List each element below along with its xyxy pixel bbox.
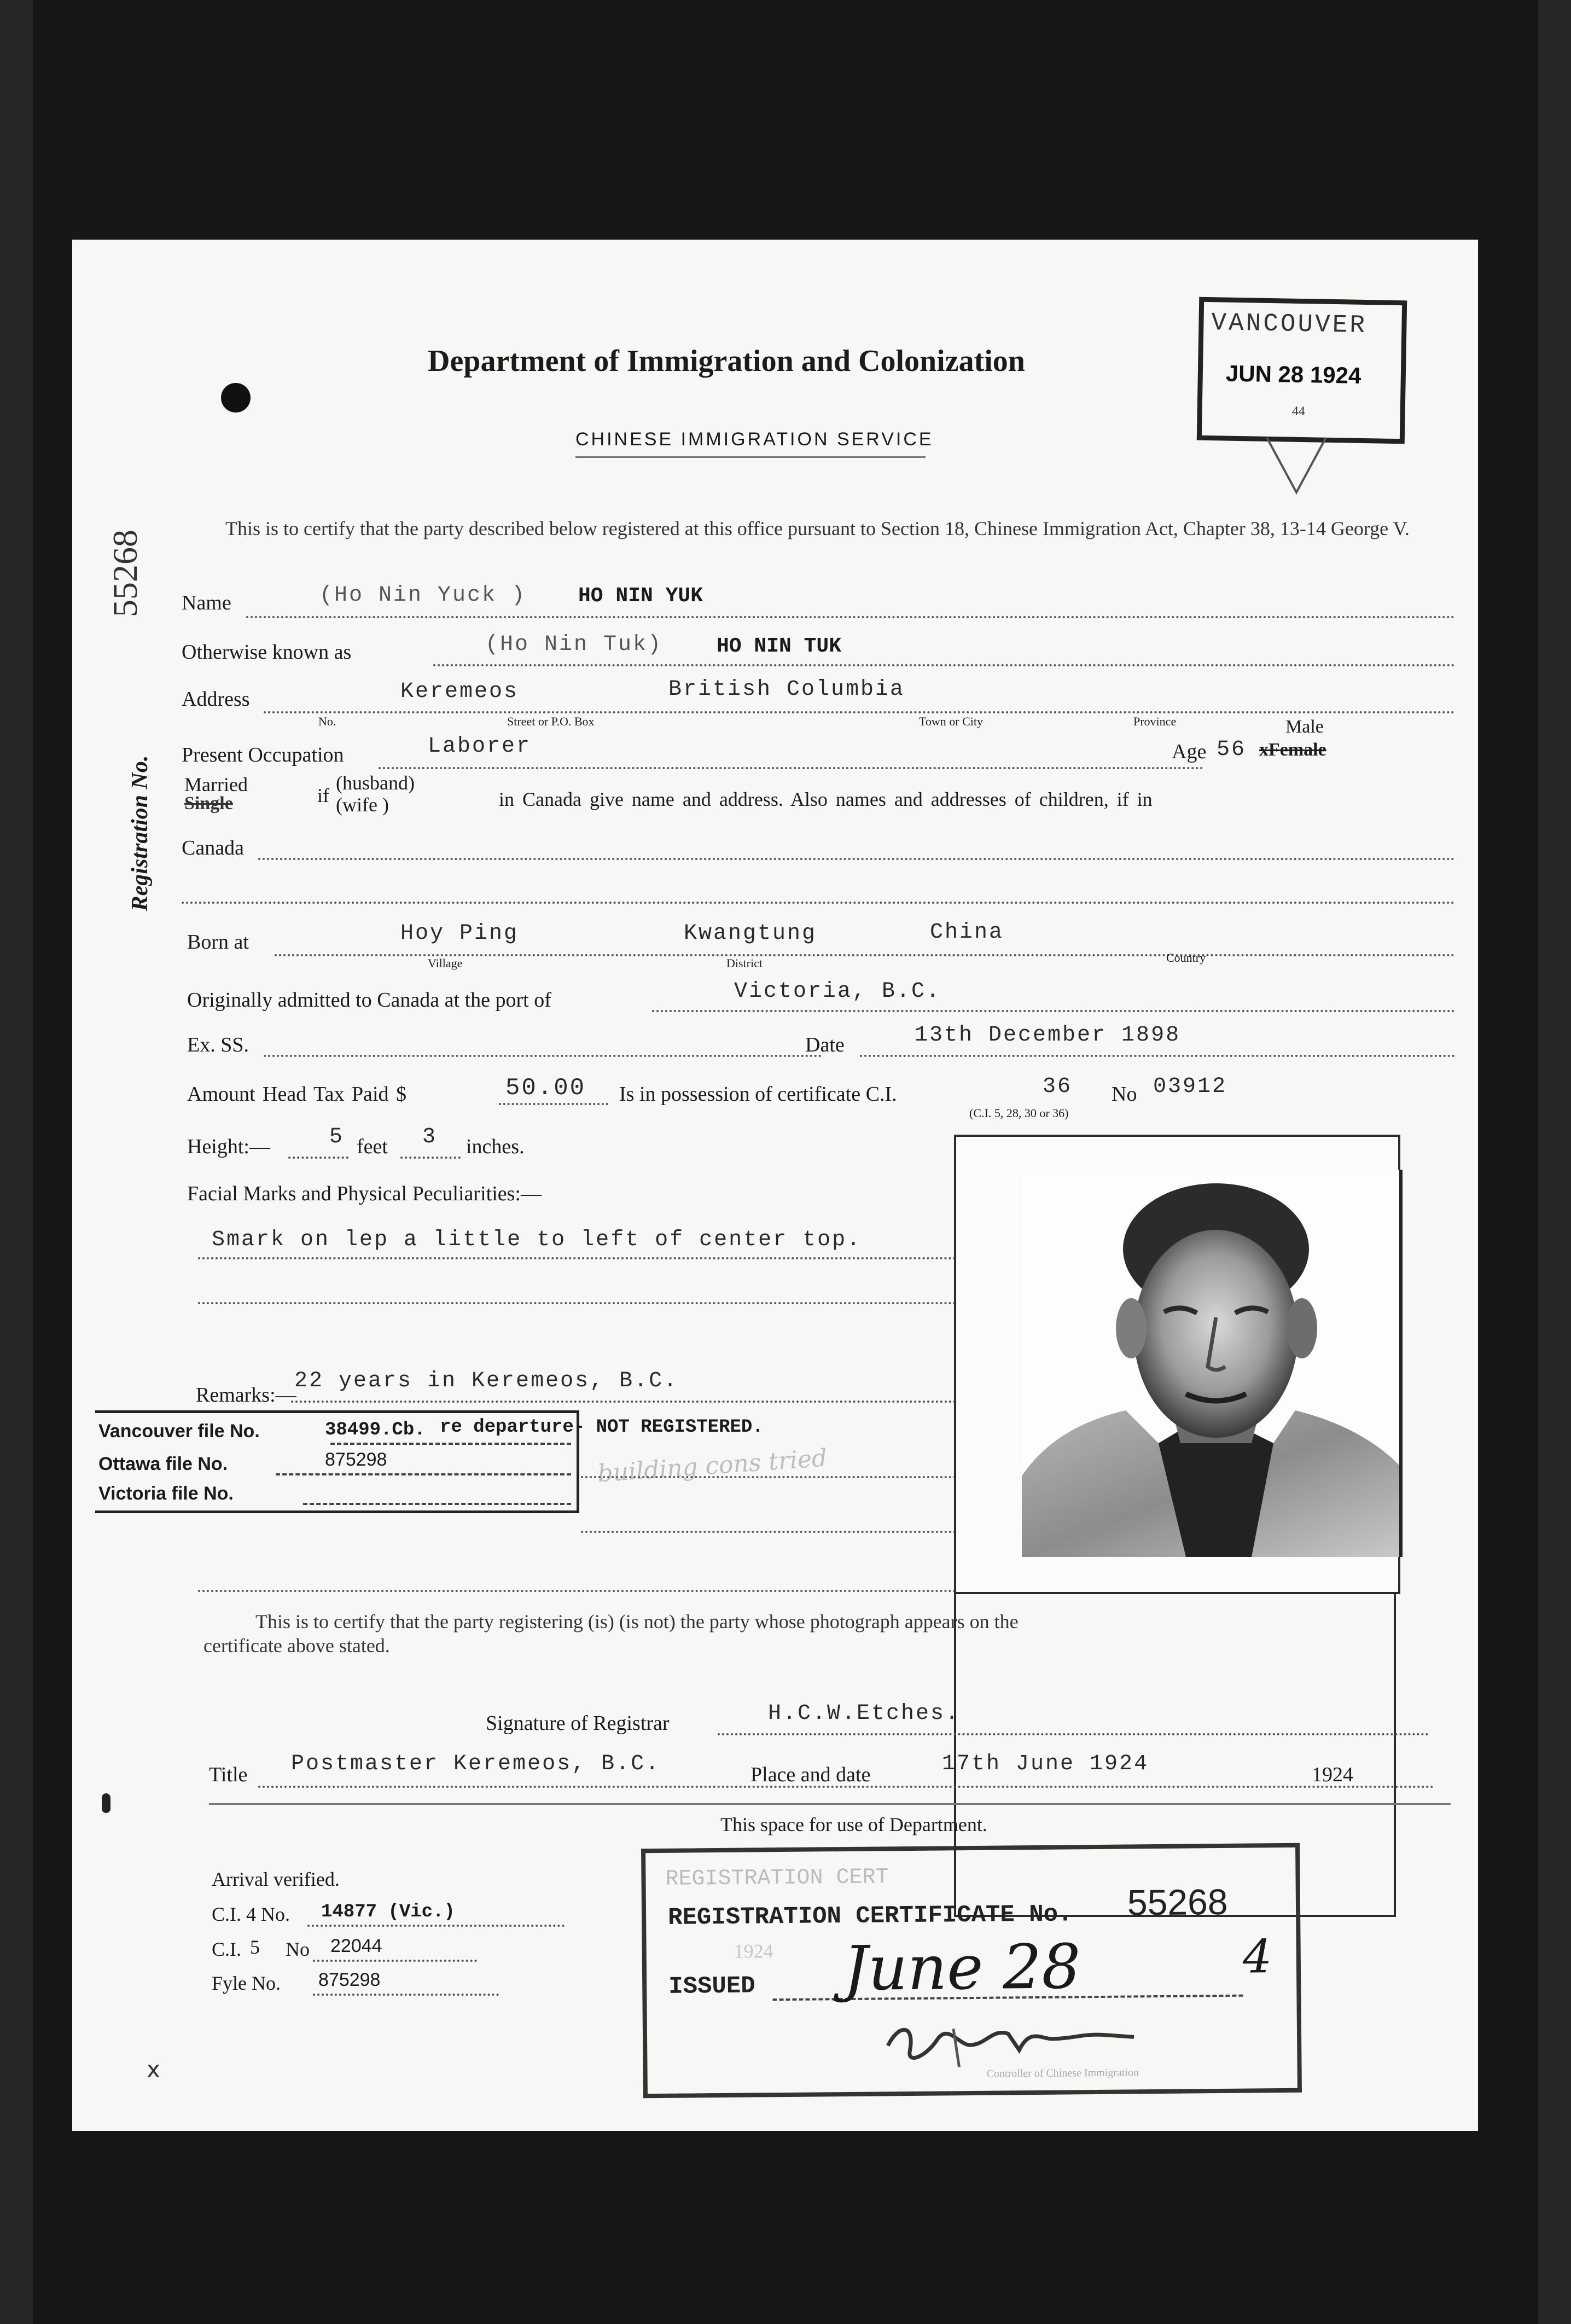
department-divider [209, 1803, 1451, 1805]
address-province: British Columbia [668, 677, 905, 702]
reg-stamp-title: REGISTRATION CERTIFICATE No. [667, 1901, 1073, 1932]
registration-certificate-stamp [641, 1843, 1302, 2098]
remarks-value: 22 years in Keremeos, B.C. [294, 1369, 679, 1393]
subtitle-rule [575, 456, 926, 458]
address-sub-town: Town or City [919, 714, 984, 728]
title-value: Postmaster Keremeos, B.C. [291, 1752, 661, 1776]
vancouver-file-dots [330, 1443, 571, 1445]
husband-label: (husband) [336, 772, 415, 794]
ci4-line [307, 1925, 565, 1927]
ottawa-file-value: 875298 [325, 1449, 387, 1470]
department-label: This space for use of Department. [720, 1814, 987, 1835]
name-alt-value: HO NIN YUK [578, 584, 703, 608]
inches-label: inches. [466, 1135, 525, 1158]
faint-pencil-note: building cons tried [596, 1444, 828, 1488]
ci5-num: 5 [250, 1936, 260, 1958]
reg-stamp-faint-bottom: Controller of Chinese Immigration [986, 2066, 1139, 2080]
ink-blot [102, 1793, 110, 1813]
facial-line-2 [198, 1302, 1013, 1304]
not-registered-note: re departure- NOT REGISTERED. [440, 1417, 764, 1438]
document-title: Department of Immigration and Colonization [428, 344, 1025, 378]
otherwise-value: (Ho Nin Tuk) [485, 632, 663, 657]
date-label: Date [805, 1033, 845, 1056]
name-label: Name [182, 591, 231, 614]
facial-value: Smark on lep a little to left of center top. [212, 1228, 862, 1252]
punch-hole [221, 383, 251, 412]
stamp-date: JUN 28 1924 [1225, 360, 1361, 388]
ci5-label: C.I. [212, 1938, 241, 1960]
address-sub-no: No. [318, 714, 336, 728]
ottawa-file-dots [276, 1473, 571, 1475]
reg-stamp-faint-top: REGISTRATION CERT [665, 1865, 889, 1892]
address-label: Address [182, 688, 250, 711]
scan-border-left [0, 0, 33, 2324]
occupation-label: Present Occupation [182, 743, 344, 766]
address-sub-street: Street or P.O. Box [507, 714, 595, 728]
arrival-label: Arrival verified. [212, 1868, 340, 1890]
date-line [860, 1055, 1455, 1057]
sex-struck-female: xFemale [1259, 740, 1326, 760]
name-value: (Ho Nin Yuck ) [319, 583, 527, 608]
remarks-line-4 [198, 1590, 1013, 1592]
place-date-label: Place and date [750, 1763, 871, 1786]
height-label: Height:— [187, 1135, 270, 1158]
age-label: Age [1172, 740, 1207, 763]
facial-line-1 [198, 1257, 1013, 1259]
remarks-label: Remarks:— [196, 1384, 296, 1407]
ottawa-file-label: Ottawa file No. [98, 1454, 228, 1474]
date-value: 13th December 1898 [915, 1023, 1181, 1048]
canada-line [258, 858, 1455, 860]
signature-label: Signature of Registrar [486, 1712, 670, 1735]
fyle-value: 875298 [318, 1969, 381, 1990]
remarks-line-1 [291, 1401, 1013, 1403]
side-registration-number: 55268 [106, 530, 144, 617]
certify-photo-paragraph: This is to certify that the party registering (is) (is not) the party whose photograph appears on the certificate above stated. [203, 1611, 1019, 1657]
born-sub-district: District [726, 956, 763, 970]
otherwise-line [433, 664, 1455, 666]
vancouver-file-value: 38499.Cb. [325, 1420, 426, 1440]
occupation-line [379, 767, 1203, 769]
stamp-triangle-mark [1264, 432, 1329, 498]
reg-stamp-issued-label: ISSUED [668, 1972, 755, 2001]
married-label: Married [184, 774, 248, 795]
fyle-line [313, 1994, 499, 1996]
occupation-value: Laborer [428, 734, 532, 759]
born-district: Kwangtung [684, 921, 817, 946]
canada-label: Canada [182, 836, 244, 859]
registrant-photograph [1022, 1170, 1403, 1557]
ci-value: 36 [1043, 1074, 1073, 1099]
signature-line [718, 1733, 1429, 1735]
ci5-line [313, 1960, 477, 1962]
exss-line [264, 1055, 822, 1057]
height-inches-line [400, 1157, 461, 1159]
otherwise-alt-value: HO NIN TUK [717, 635, 842, 658]
feet-label: feet [357, 1135, 388, 1158]
reg-stamp-number: 55268 [1127, 1881, 1228, 1923]
born-label: Born at [187, 931, 249, 954]
ci4-label: C.I. 4 No. [212, 1903, 290, 1925]
born-sub-village: Village [428, 956, 463, 970]
otherwise-label: Otherwise known as [182, 641, 352, 664]
title-label: Title [209, 1763, 248, 1786]
tax-label: Amount Head Tax Paid $ [187, 1083, 407, 1106]
address-town: Keremeos [400, 679, 519, 704]
vancouver-file-label: Vancouver file No. [98, 1421, 260, 1442]
fyle-label: Fyle No. [212, 1972, 281, 1994]
exss-label: Ex. SS. [187, 1033, 249, 1056]
height-feet: 5 [329, 1125, 345, 1149]
tax-value: 50.00 [505, 1074, 586, 1102]
victoria-file-dots [303, 1503, 571, 1505]
ci5-no-label: No [286, 1938, 310, 1960]
admitted-label: Originally admitted to Canada at the port of [187, 989, 551, 1012]
tax-line [499, 1103, 608, 1105]
born-country: China [930, 920, 1004, 945]
no-value: 03912 [1153, 1074, 1227, 1099]
vancouver-receipt-stamp [1197, 297, 1407, 444]
blank-line-1 [182, 902, 1455, 904]
stamp-number: 44 [1291, 404, 1305, 419]
certificate-page [72, 240, 1478, 2131]
victoria-file-label: Victoria file No. [98, 1483, 234, 1504]
side-registration-label: Registration No. [127, 755, 153, 911]
in-canada-text: in Canada give name and address. Also names and addresses of children, if in [499, 788, 1153, 810]
pencil-x-mark: x [147, 2056, 160, 2083]
registrant-portrait-image [1022, 1170, 1399, 1557]
ci-sub: (C.I. 5, 28, 30 or 36) [969, 1106, 1069, 1120]
if-label: if [317, 785, 329, 806]
address-sub-province: Province [1133, 714, 1177, 728]
facial-label: Facial Marks and Physical Peculiarities:— [187, 1182, 542, 1205]
height-feet-line [288, 1157, 348, 1159]
ci5-value: 22044 [330, 1936, 382, 1956]
remarks-line-2 [581, 1476, 1013, 1478]
photo-frame [954, 1135, 1400, 1594]
place-date-value: 17th June 1924 [942, 1752, 1149, 1776]
ci4-value: 14877 (Vic.) [321, 1902, 455, 1922]
possession-label: Is in possession of certificate C.I. [619, 1083, 897, 1106]
sex-male: Male [1285, 717, 1324, 737]
admitted-value: Victoria, B.C. [734, 979, 941, 1004]
remarks-line-3 [581, 1531, 1013, 1533]
wife-label: (wife ) [336, 794, 389, 816]
no-label: No [1112, 1083, 1137, 1106]
stamp-place: VANCOUVER [1211, 309, 1368, 340]
reg-stamp-issued-year: 4 [1242, 1930, 1272, 1984]
controller-signature [877, 2011, 1151, 2073]
address-line [264, 711, 1455, 713]
born-sub-country: Country [1166, 951, 1206, 965]
born-village: Hoy Ping [400, 921, 519, 946]
name-line [246, 616, 1455, 618]
certify-paragraph: This is to certify that the party described below registered at this office pursuant to Section 18, Chinese Immigration Act, Chapter 38, 13-14 George V. [225, 518, 1410, 539]
title-year: 1924 [1312, 1763, 1353, 1786]
age-value: 56 [1217, 737, 1247, 762]
signature-value: H.C.W.Etches. [768, 1701, 961, 1726]
single-struck: Single [184, 793, 233, 814]
reg-stamp-faint-mid: 1924 [734, 1940, 773, 1962]
document-subtitle: CHINESE IMMIGRATION SERVICE [575, 429, 934, 450]
height-inches: 3 [422, 1125, 438, 1149]
admitted-line [652, 1010, 1455, 1012]
reg-stamp-issued-date: June 28 [843, 1931, 1081, 2005]
scan-border-right [1538, 0, 1571, 2324]
